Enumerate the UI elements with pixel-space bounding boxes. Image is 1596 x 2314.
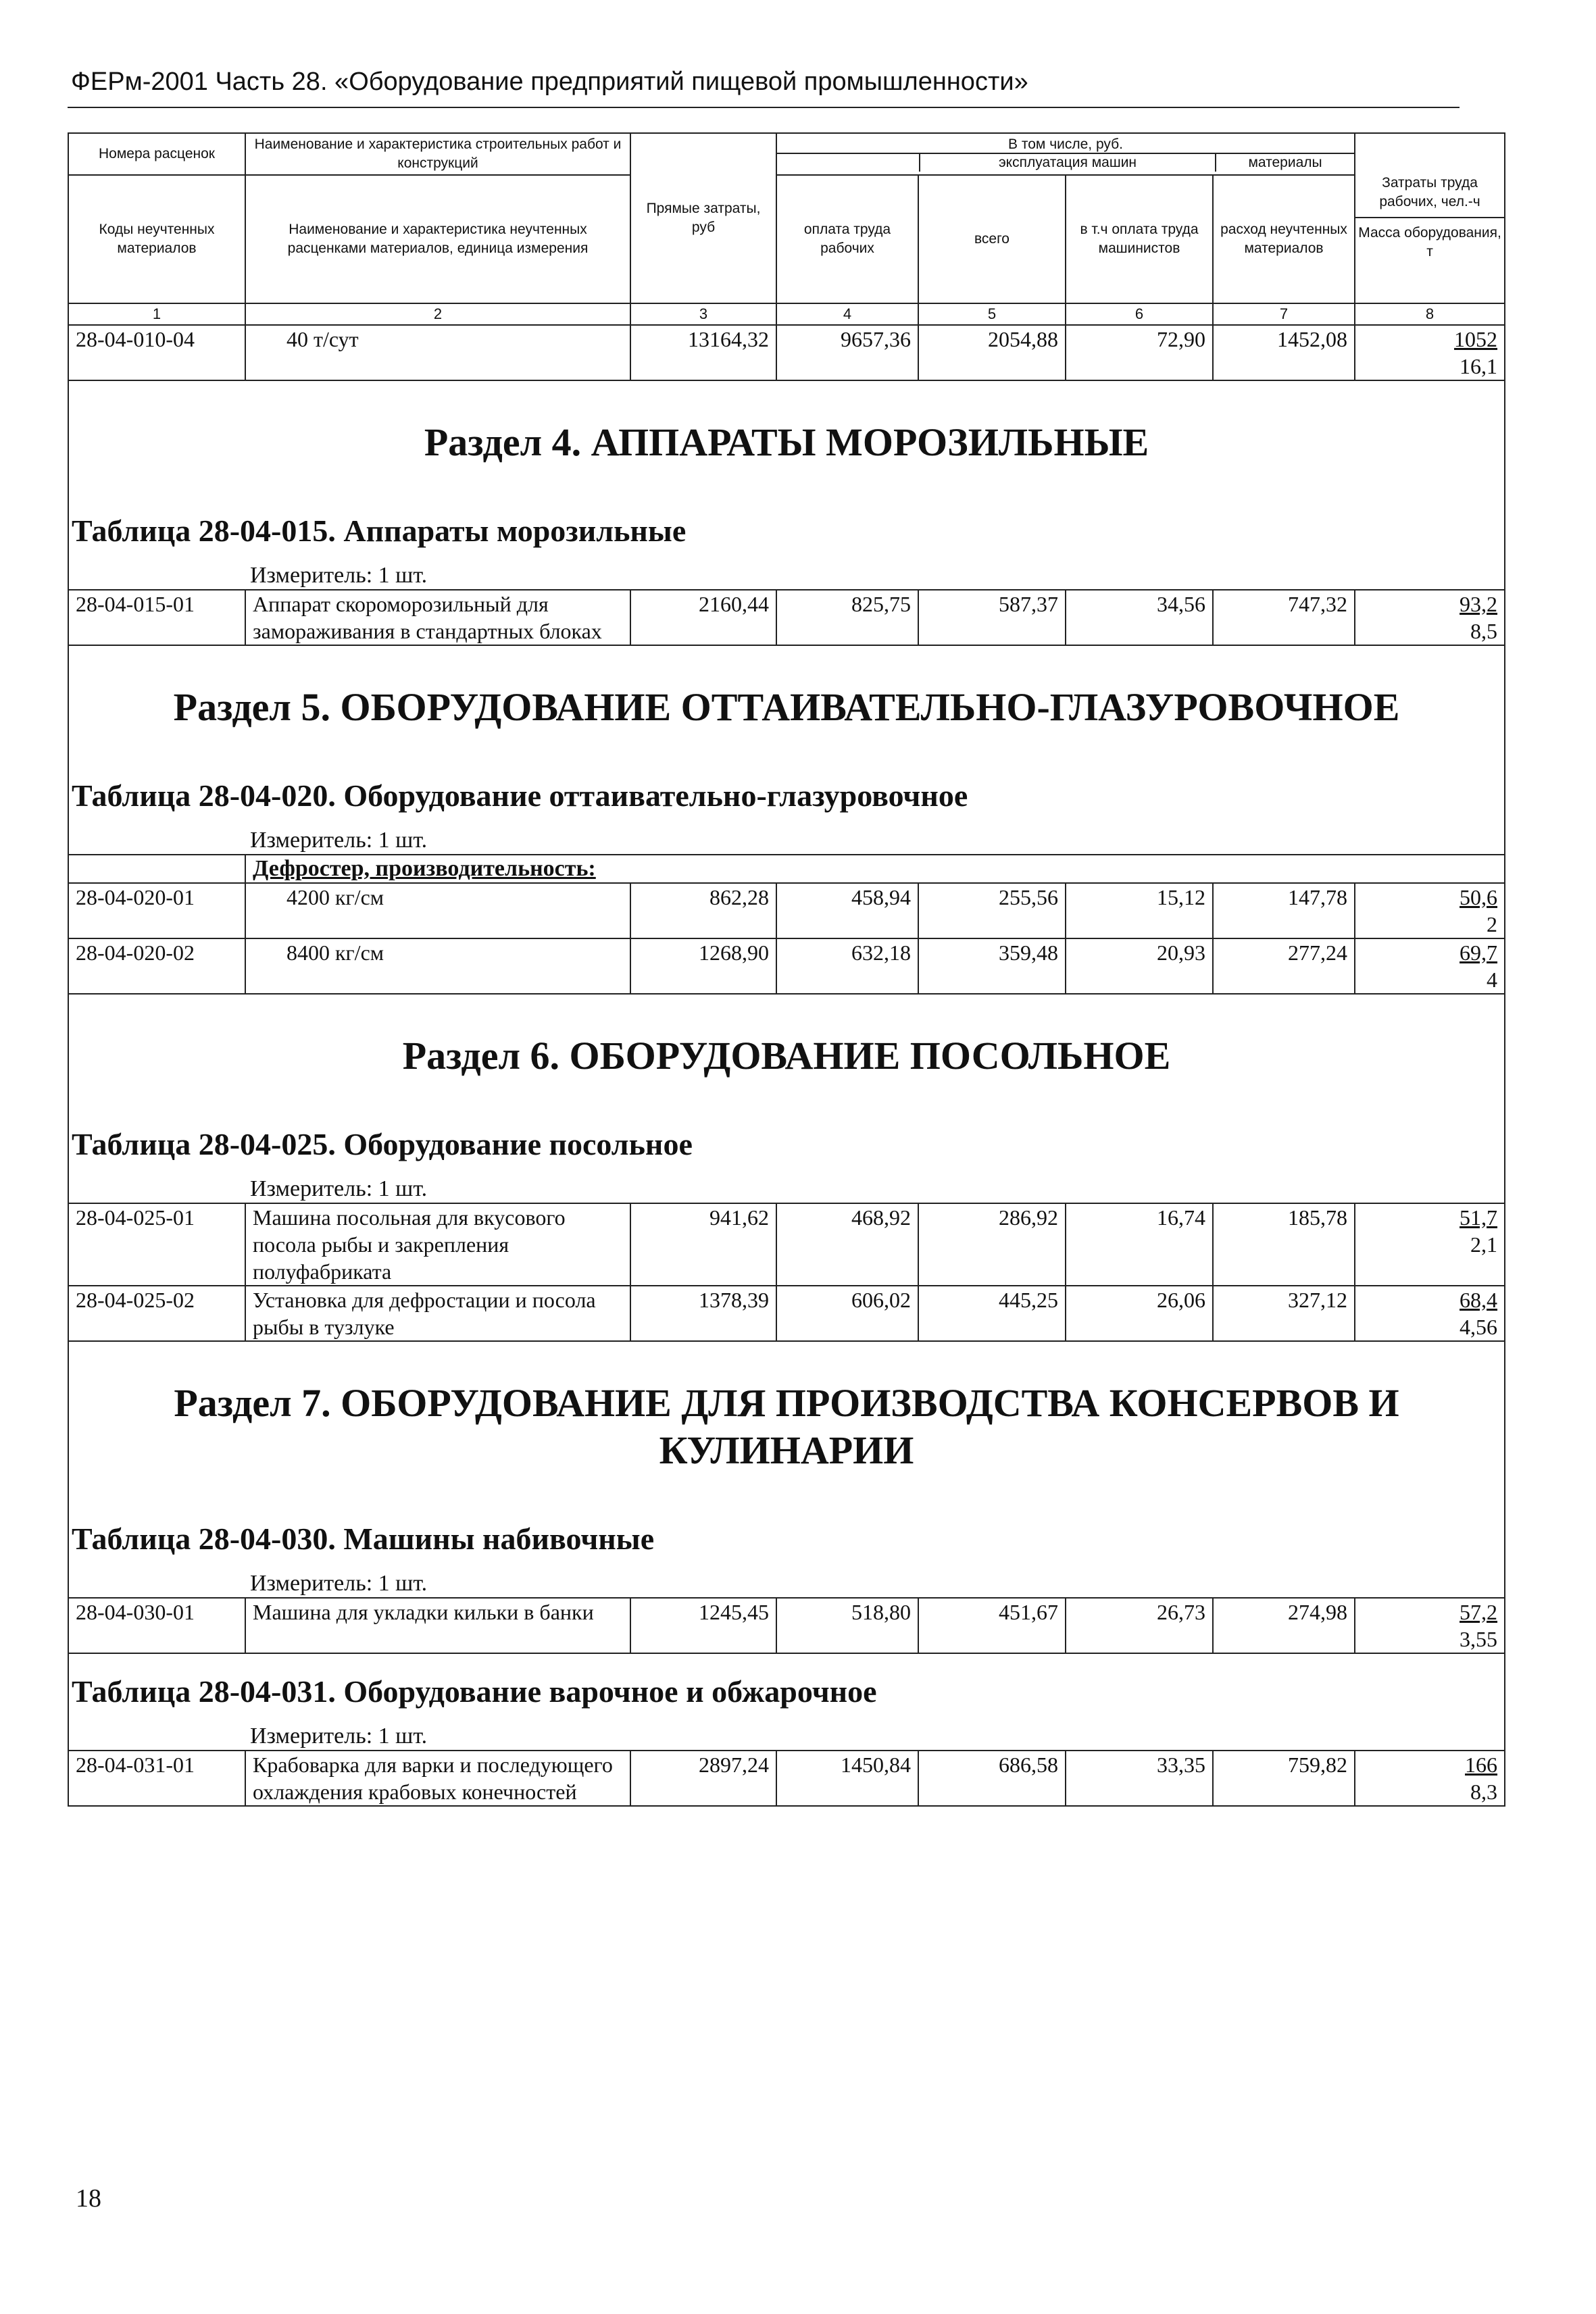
rate-code: 28-04-015-01 bbox=[68, 590, 245, 645]
direct-costs: 2160,44 bbox=[630, 590, 776, 645]
labor-costs-value: 51,7 bbox=[1460, 1205, 1498, 1230]
rate-code: 28-04-025-01 bbox=[68, 1203, 245, 1286]
machines-total: 286,92 bbox=[918, 1203, 1066, 1286]
subheader-spacer bbox=[68, 855, 245, 883]
labor-pay: 458,94 bbox=[776, 883, 918, 938]
rate-name: Установка для дефростации и посола рыбы в тузлуке bbox=[245, 1286, 630, 1341]
table-row bbox=[68, 883, 1505, 938]
machines-labor: 15,12 bbox=[1066, 883, 1213, 938]
labor-pay: 9657,36 bbox=[776, 325, 918, 380]
column-number: 6 bbox=[1066, 303, 1213, 325]
direct-costs: 941,62 bbox=[630, 1203, 776, 1286]
materials: 274,98 bbox=[1213, 1598, 1355, 1653]
materials: 327,12 bbox=[1213, 1286, 1355, 1341]
labor-mass bbox=[1355, 325, 1505, 380]
table-title: Таблица 28-04-025. Оборудование посольное bbox=[68, 1107, 1505, 1173]
table-row bbox=[68, 590, 1505, 645]
header-materials: материалы bbox=[1248, 155, 1322, 170]
labor-costs-value: 69,7 bbox=[1460, 940, 1498, 965]
table-title: Таблица 28-04-015. Аппараты морозильные bbox=[68, 493, 1505, 559]
machines-labor: 33,35 bbox=[1066, 1751, 1213, 1806]
header-material-name: Наименование и характеристика неучтенных расценками материалов, единица измерения bbox=[245, 175, 630, 303]
header-mass: Масса оборудования, т bbox=[1358, 225, 1501, 259]
direct-costs: 1245,45 bbox=[630, 1598, 776, 1653]
rate-code: 28-04-010-04 bbox=[68, 325, 245, 380]
header-labor-costs: Затраты труда рабочих, чел.-ч bbox=[1355, 170, 1504, 218]
labor-mass bbox=[1355, 938, 1505, 994]
labor-mass bbox=[1355, 1751, 1505, 1806]
table-title: Таблица 28-04-020. Оборудование оттаивательно-глазуровочное bbox=[68, 758, 1505, 824]
column-number: 8 bbox=[1355, 303, 1505, 325]
table-title-row bbox=[68, 1107, 1505, 1173]
mass-value: 4,56 bbox=[1460, 1315, 1498, 1339]
direct-costs: 1378,39 bbox=[630, 1286, 776, 1341]
rate-name: Машина для укладки кильки в банки bbox=[245, 1598, 630, 1653]
rate-code: 28-04-025-02 bbox=[68, 1286, 245, 1341]
machines-total: 686,58 bbox=[918, 1751, 1066, 1806]
mass-value: 3,55 bbox=[1460, 1627, 1498, 1651]
rate-name: Машина посольная для вкусового посола рыбы и закрепления полуфабриката bbox=[245, 1203, 630, 1286]
header-direct-costs: Прямые затраты, руб bbox=[630, 133, 776, 303]
table-title-row bbox=[68, 758, 1505, 824]
table-row bbox=[68, 1203, 1505, 1286]
table-title: Таблица 28-04-030. Машины набивочные bbox=[68, 1501, 1505, 1567]
running-header: ФЕРм-2001 Часть 28. «Оборудование предприятий пищевой промышленности» bbox=[71, 68, 1028, 96]
materials: 185,78 bbox=[1213, 1203, 1355, 1286]
machines-total: 445,25 bbox=[918, 1286, 1066, 1341]
header-material-codes: Коды неучтенных материалов bbox=[68, 175, 245, 303]
column-number: 3 bbox=[630, 303, 776, 325]
mass-value: 8,3 bbox=[1470, 1780, 1498, 1804]
measure-unit-row bbox=[68, 559, 1505, 590]
section-title-row bbox=[68, 645, 1505, 758]
machines-total: 587,37 bbox=[918, 590, 1066, 645]
table-title-row bbox=[68, 493, 1505, 559]
table-header bbox=[68, 133, 1505, 325]
header-machines-total: всего bbox=[918, 175, 1066, 303]
labor-costs-value: 68,4 bbox=[1460, 1288, 1498, 1312]
measure-unit-row bbox=[68, 1720, 1505, 1751]
labor-costs-value: 50,6 bbox=[1460, 885, 1498, 909]
rate-name: Аппарат скороморозильный для замораживания в стандартных блоках bbox=[245, 590, 630, 645]
labor-pay: 1450,84 bbox=[776, 1751, 918, 1806]
table-body bbox=[68, 325, 1505, 1806]
mass-value: 4 bbox=[1487, 967, 1498, 992]
machines-labor: 20,93 bbox=[1066, 938, 1213, 994]
machines-total: 2054,88 bbox=[918, 325, 1066, 380]
table-row bbox=[68, 1598, 1505, 1653]
measure-unit: Измеритель: 1 шт. bbox=[68, 559, 1505, 590]
labor-pay: 518,80 bbox=[776, 1598, 918, 1653]
mass-value: 16,1 bbox=[1460, 354, 1498, 378]
machines-labor: 72,90 bbox=[1066, 325, 1213, 380]
labor-pay: 606,02 bbox=[776, 1286, 918, 1341]
table-title-row bbox=[68, 1501, 1505, 1567]
materials: 759,82 bbox=[1213, 1751, 1355, 1806]
materials: 747,32 bbox=[1213, 590, 1355, 645]
machines-labor: 16,74 bbox=[1066, 1203, 1213, 1286]
section-title-row bbox=[68, 994, 1505, 1107]
labor-costs-value: 57,2 bbox=[1460, 1600, 1498, 1624]
measure-unit-row bbox=[68, 1567, 1505, 1598]
labor-pay: 632,18 bbox=[776, 938, 918, 994]
column-number: 5 bbox=[918, 303, 1066, 325]
column-number: 2 bbox=[245, 303, 630, 325]
direct-costs: 1268,90 bbox=[630, 938, 776, 994]
mass-value: 8,5 bbox=[1470, 619, 1498, 643]
labor-pay: 825,75 bbox=[776, 590, 918, 645]
direct-costs: 862,28 bbox=[630, 883, 776, 938]
measure-unit-row bbox=[68, 1173, 1505, 1203]
labor-costs-value: 1052 bbox=[1454, 327, 1498, 351]
machines-total: 451,67 bbox=[918, 1598, 1066, 1653]
table-row bbox=[68, 938, 1505, 994]
section-title: Раздел 4. АППАРАТЫ МОРОЗИЛЬНЫЕ bbox=[68, 380, 1505, 493]
rates-table bbox=[68, 132, 1505, 1807]
subheader: Дефростер, производительность: bbox=[245, 855, 1505, 883]
header-including: В том числе, руб. bbox=[777, 136, 1354, 154]
machines-labor: 34,56 bbox=[1066, 590, 1213, 645]
labor-pay: 468,92 bbox=[776, 1203, 918, 1286]
machines-labor: 26,73 bbox=[1066, 1598, 1213, 1653]
section-title: Раздел 7. ОБОРУДОВАНИЕ ДЛЯ ПРОИЗВОДСТВА КОНСЕРВОВ И КУЛИНАРИИ bbox=[68, 1341, 1505, 1501]
subheader-row bbox=[68, 855, 1505, 883]
column-number: 1 bbox=[68, 303, 245, 325]
labor-mass bbox=[1355, 590, 1505, 645]
table-row bbox=[68, 1751, 1505, 1806]
column-number: 4 bbox=[776, 303, 918, 325]
measure-unit: Измеритель: 1 шт. bbox=[68, 824, 1505, 855]
rate-name: 40 т/сут bbox=[245, 325, 630, 380]
measure-unit: Измеритель: 1 шт. bbox=[68, 1173, 1505, 1203]
rate-code: 28-04-031-01 bbox=[68, 1751, 245, 1806]
labor-mass bbox=[1355, 1203, 1505, 1286]
materials: 147,78 bbox=[1213, 883, 1355, 938]
mass-value: 2 bbox=[1487, 912, 1498, 936]
materials: 1452,08 bbox=[1213, 325, 1355, 380]
rate-name: 4200 кг/см bbox=[245, 883, 630, 938]
labor-mass bbox=[1355, 1286, 1505, 1341]
labor-costs-value: 93,2 bbox=[1460, 592, 1498, 616]
table-title-row bbox=[68, 1653, 1505, 1720]
header-rule bbox=[68, 107, 1460, 108]
rate-name: 8400 кг/см bbox=[245, 938, 630, 994]
column-number: 7 bbox=[1213, 303, 1355, 325]
mass-value: 2,1 bbox=[1470, 1232, 1498, 1257]
labor-costs-value: 166 bbox=[1465, 1753, 1498, 1777]
machines-total: 255,56 bbox=[918, 883, 1066, 938]
measure-unit: Измеритель: 1 шт. bbox=[68, 1567, 1505, 1598]
machines-labor: 26,06 bbox=[1066, 1286, 1213, 1341]
section-title-row bbox=[68, 1341, 1505, 1501]
header-work-name: Наименование и характеристика строительных работ и конструкций bbox=[245, 133, 630, 175]
table-row bbox=[68, 325, 1505, 380]
header-machines: эксплуатация машин bbox=[920, 154, 1216, 172]
measure-unit-row bbox=[68, 824, 1505, 855]
rate-code: 28-04-020-02 bbox=[68, 938, 245, 994]
header-machines-labor: в т.ч оплата труда машинистов bbox=[1066, 175, 1213, 303]
rate-name: Крабоварка для варки и последующего охлаждения крабовых конечностей bbox=[245, 1751, 630, 1806]
table-title: Таблица 28-04-031. Оборудование варочное и обжарочное bbox=[68, 1653, 1505, 1720]
rate-code: 28-04-020-01 bbox=[68, 883, 245, 938]
direct-costs: 2897,24 bbox=[630, 1751, 776, 1806]
column-numbers-row bbox=[68, 303, 1505, 325]
rate-code: 28-04-030-01 bbox=[68, 1598, 245, 1653]
section-title-row bbox=[68, 380, 1505, 493]
section-title: Раздел 5. ОБОРУДОВАНИЕ ОТТАИВАТЕЛЬНО-ГЛАЗУРОВОЧНОЕ bbox=[68, 645, 1505, 758]
measure-unit: Измеритель: 1 шт. bbox=[68, 1720, 1505, 1751]
header-materials-use: расход неучтенных материалов bbox=[1213, 175, 1355, 303]
direct-costs: 13164,32 bbox=[630, 325, 776, 380]
table-row bbox=[68, 1286, 1505, 1341]
labor-mass bbox=[1355, 883, 1505, 938]
machines-total: 359,48 bbox=[918, 938, 1066, 994]
header-labor-pay: оплата труда рабочих bbox=[776, 175, 918, 303]
materials: 277,24 bbox=[1213, 938, 1355, 994]
page-number: 18 bbox=[76, 2184, 101, 2213]
labor-mass bbox=[1355, 1598, 1505, 1653]
header-rate-numbers: Номера расценок bbox=[68, 133, 245, 175]
section-title: Раздел 6. ОБОРУДОВАНИЕ ПОСОЛЬНОЕ bbox=[68, 994, 1505, 1107]
